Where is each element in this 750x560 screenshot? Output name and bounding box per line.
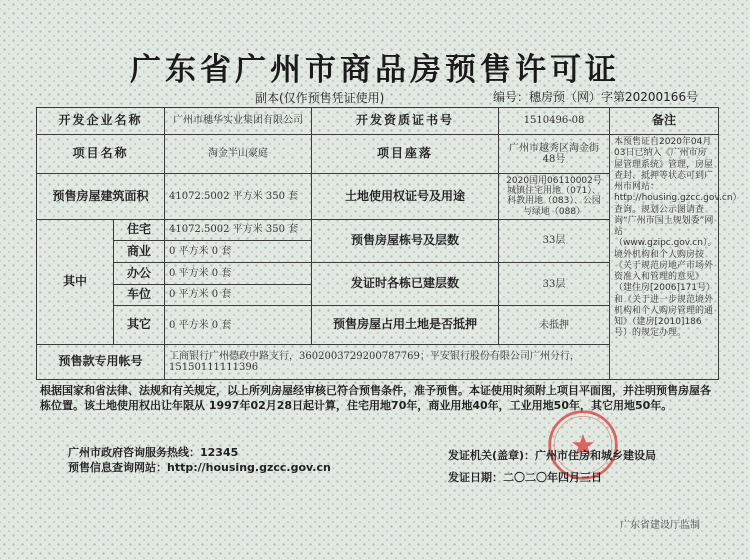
land-label: 土地使用权证号及用途	[312, 174, 499, 220]
notes-label: 备注	[610, 108, 719, 135]
office-value: 0	[169, 267, 176, 279]
mortgage-label: 预售房屋占用土地是否抵押	[312, 306, 499, 345]
area-label: 预售房屋建筑面积	[37, 174, 165, 220]
copy-note: 副本(仅作预售凭证使用)	[255, 91, 385, 105]
issue-date: 发证日期：二〇二〇年四月三日	[448, 471, 602, 484]
parking-sets: 0 套	[211, 289, 232, 301]
residential-sets: 350 套	[265, 224, 299, 236]
location-label: 项目座落	[312, 135, 499, 174]
issuing-authority: 发证机关(盖章)：广州市住房和城乡建设局	[448, 449, 657, 462]
commercial-sets: 0 套	[211, 246, 232, 258]
area-unit: 平方米	[232, 190, 263, 202]
developer-label: 开发企业名称	[37, 108, 165, 135]
account-label: 预售款专用帐号	[37, 345, 165, 380]
capped-floors-value: 33层	[499, 263, 610, 306]
parking-unit: 平方米	[178, 289, 209, 301]
residential-cell	[165, 219, 312, 241]
project-label: 项目名称	[37, 135, 165, 174]
mortgage-value: 未抵押	[499, 306, 610, 345]
among-label	[37, 219, 114, 345]
commercial-label: 商业	[114, 241, 165, 263]
query-website: 预售信息查询网站：http://housing.gzcc.gov.cn	[68, 461, 331, 474]
office-unit: 平方米	[178, 267, 209, 279]
certificate-title: 广东省广州市商品房预售许可证	[130, 52, 620, 88]
other-sets: 0 套	[211, 319, 232, 331]
parking-cell	[165, 284, 312, 306]
other-cell	[165, 306, 312, 345]
capped-floors-label: 发证时各栋已建层数	[312, 263, 499, 306]
commercial-cell	[165, 241, 312, 263]
commercial-value: 0	[169, 246, 176, 258]
among-text: 其中	[62, 274, 87, 289]
account-value: 工商银行广州德政中路支行，3602003729200787769；平安银行股份有限公司广州分行，15150111111396	[165, 345, 610, 380]
land-value: 2020国用06110002号城镇住宅用地（071）、科教用地（083）、公园与绿地（088）	[499, 174, 610, 220]
residential-value: 41072.5002	[169, 224, 230, 236]
office-cell	[165, 263, 312, 285]
commercial-unit: 平方米	[178, 246, 209, 258]
developer-row	[37, 108, 719, 135]
area-cell	[165, 174, 312, 220]
other-label: 其它	[114, 306, 165, 345]
project-row	[37, 135, 719, 174]
project-value: 淘金半山豪庭	[165, 135, 312, 174]
area-sets: 350 套	[265, 190, 299, 202]
location-value: 广州市越秀区淘金街48号	[499, 135, 610, 174]
notes-content: 本预售证自2020年04月03日已纳入《广州市房屋管理系统》管理，房屋查封、抵押等状态可到广州市网站：http://housing.gzcc.gov.cn）查询。规划公示图请查询“广州市国土规划委”网站（www.gzipc.gov.cn）。境外机构和个人购房按《关于规范房地产市场外资准入和管理的意见》（建住房[2006]171号）和《关于进一步规范境外机构和个人购房管理的通知》（建房[2010]186号）的规定办理。	[610, 135, 719, 380]
area-value: 41072.5002	[169, 190, 230, 202]
other-value: 0	[169, 319, 176, 331]
residential-label: 住宅	[114, 219, 165, 241]
certificate-table	[36, 107, 742, 380]
consult-hotline: 广州市政府咨询服务热线：12345	[68, 446, 239, 459]
qualification-label: 开发资质证书号	[312, 108, 499, 135]
building-floors-value: 33层	[499, 219, 610, 262]
serial-number: 编号：穗房预（网）字第20200166号	[493, 90, 699, 104]
supervisor-note: 广东省建设厅监制	[620, 520, 700, 531]
parking-label: 车位	[114, 284, 165, 306]
legal-statement: 根据国家和省法律、法规和有关规定，以上所列房屋经审核已符合预售条件，准予预售。本证使用时须附上项目平面图，并注明预售房屋各栋位置。该土地使用权出让年限从 1997年02月28日起计算，住宅用地70年，商业用地40年，工业用地50年，其它用地50年。	[40, 384, 711, 412]
parking-value: 0	[169, 289, 176, 301]
office-sets: 0 套	[211, 267, 232, 279]
office-label: 办公	[114, 263, 165, 285]
building-floors-label: 预售房屋栋号及层数	[312, 219, 499, 262]
developer-value: 广州市穗华实业集团有限公司	[165, 108, 312, 135]
qualification-value: 1510496-08	[499, 108, 610, 135]
other-unit: 平方米	[178, 319, 209, 331]
residential-unit: 平方米	[232, 224, 263, 236]
